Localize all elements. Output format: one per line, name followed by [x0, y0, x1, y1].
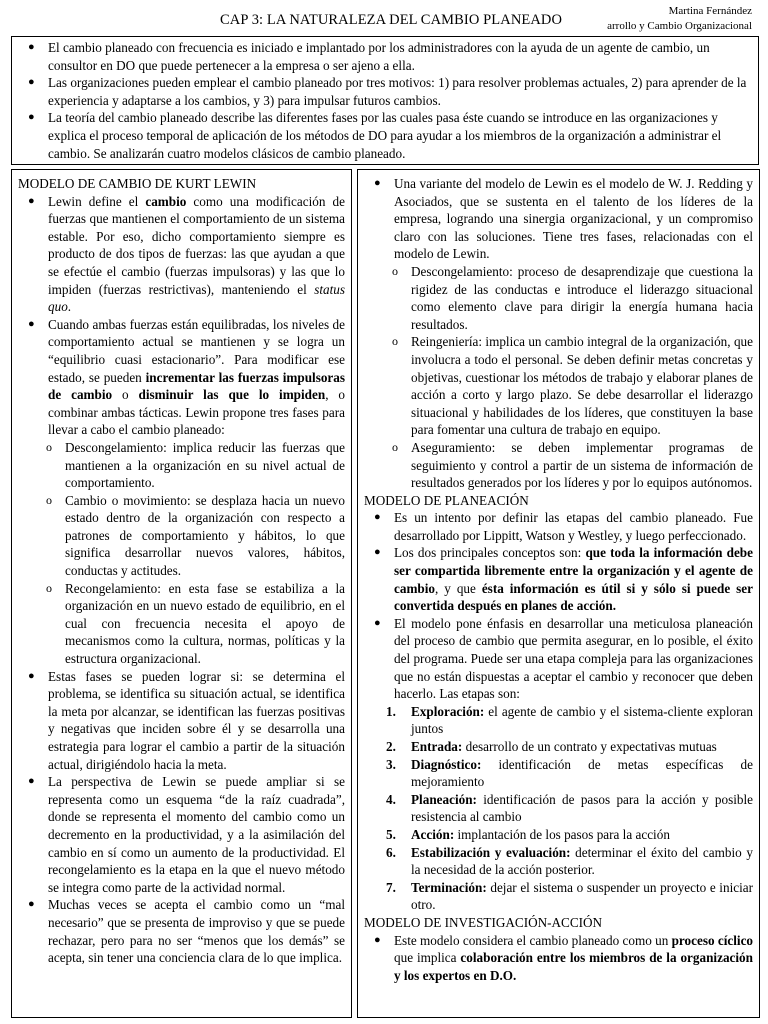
planeacion-item: [364, 509, 753, 544]
text: , o combinar ambas tácticas. Lewin propone tres fases para llevar a cabo el cambio planeado:: [48, 387, 346, 438]
text: Los dos principales conceptos son:: [394, 545, 586, 561]
stage-number: 2.: [386, 739, 396, 754]
text: Cambio o movimiento: se desplaza hacia un nuevo estado dentro de la organización con respecto a patrones de comportamiento y hábitos, lo que significa desarrollar nuevos valores, hábitos, conductas y actitudes.: [65, 492, 345, 579]
circle-bullet-icon: o: [46, 580, 52, 595]
intro-text: La teoría del cambio planeado describe las diferentes fases por las cuales pasa éste cuando se introduce en las organizaciones y explica el proceso temporal de aplicación de los métodos de DO para ayudar a los miembros de la organización a administrar el cambio. Se analizarán cuatro modelos clásicos de cambio planeado.: [48, 110, 722, 161]
stage-desc: implantación de los pasos para la acción: [454, 826, 670, 842]
stage-number: 1.: [386, 703, 396, 719]
bullet-icon: ●: [28, 41, 35, 53]
right-column: [357, 169, 760, 1018]
planeacion-item: [364, 544, 753, 614]
intro-box: [11, 36, 759, 165]
text: o: [112, 387, 139, 403]
intro-item: [18, 109, 752, 162]
investigacion-list: [364, 932, 753, 985]
stage-term: Diagnóstico:: [411, 756, 482, 772]
bullet-icon: ●: [374, 616, 381, 629]
intro-text: Las organizaciones pueden emplear el cambio planeado por tres motivos: 1) para resolver problemas actuales, 2) para aprender de la experiencia y adaptarse a los cambios, y 3) para impulsar futuros cambios.: [48, 75, 747, 108]
redding-phase: [364, 263, 753, 333]
stage-item: [364, 791, 753, 826]
bold-text: ésta información es útil si y sólo si puede ser convertida después en planes de acción.: [394, 580, 753, 614]
stage-number: 3.: [386, 756, 396, 772]
bullet-icon: ●: [374, 546, 381, 559]
intro-text: El cambio planeado con frecuencia es iniciado e implantado por los administradores con la ayuda de un agente de cambio, un consultor en DO que puede pertenecer a la empresa o ser ajeno a ella.: [48, 40, 710, 73]
bold-text: cambio: [145, 193, 187, 209]
stage-number: 6.: [386, 844, 396, 860]
bullet-icon: ●: [28, 775, 35, 788]
text: que implica: [394, 950, 461, 966]
text: Estas fases se pueden lograr si: se determina el problema, se identifica su situación actual, se identifica la meta por alcanzar, se identifican las fuerzas positivas y negativas que inciden sobre él y se desarrolla una estrategia para lograr el cambio a partir de la situación actual, dirigiéndolo hacia la meta.: [48, 668, 345, 772]
planeacion-heading: MODELO DE PLANEACIÓN: [364, 492, 529, 508]
text: Descongelamiento: proceso de desaprendizaje que cuestiona la rigidez de las conductas e introduce el liderazgo situacional como elemento clave para dirigir la energía humana hacia resultados.: [411, 263, 753, 332]
stage-desc: determinar el éxito del cambio y la necesidad de la acción posterior.: [411, 844, 753, 878]
text: Este modelo considera el cambio planeado como un: [394, 932, 672, 948]
bullet-icon: ●: [374, 177, 381, 189]
chapter-title: CAP 3: LA NATURALEZA DEL CAMBIO PLANEADO: [220, 12, 563, 28]
stage-item: [364, 844, 753, 879]
stage-term: Terminación:: [411, 879, 487, 895]
redding-item: [364, 175, 753, 263]
stage-number: 4.: [386, 791, 396, 807]
bullet-icon: ●: [28, 317, 35, 330]
text: Lewin define el: [48, 193, 146, 209]
stage-desc: identificación de pasos para la acción y posible resistencia al cambio: [411, 791, 753, 825]
text: Cuando ambas fuerzas están equilibradas, los niveles de comportamiento actual se mantienen y se logra un “equilibrio cuasi estacionario”. Para modificar ese estado, se pueden: [48, 316, 345, 385]
stage-item: [364, 756, 753, 791]
stage-desc: identificación de metas específicas de mejoramiento: [411, 756, 753, 790]
bullet-icon: ●: [28, 898, 35, 911]
text: Reingeniería: implica un cambio integral de la organización, que involucra a todo el personal. Se deben definir metas concretas y objetivas, cuestionar los métodos de trabajo y elaborar planes de acción a corto y largo plazo. Se debe desarrollar el liderazgo situacional y habilidades de los líderes, que constituyen la base para fomentar una cultura de trabajo en equipo.: [411, 334, 753, 438]
text: como una modificación de fuerzas que mantienen el comportamiento de un sistema estable. Por eso, dicho comportamiento siempre es producto de dos tipos de fuerzas: las que ayudan a que se efectúe el cambio (fuerzas impulsoras) y las que lo impiden (fuerzas restrictivas), manteniendo el: [48, 193, 345, 297]
redding-phase: [364, 439, 753, 492]
lewin-item: [18, 896, 345, 966]
stage-number: 5.: [386, 826, 396, 842]
lewin-item: [18, 668, 345, 774]
stage-term: Entrada:: [411, 739, 463, 754]
planeacion-item: [364, 615, 753, 703]
bullet-icon: ●: [28, 76, 35, 89]
bold-text: proceso cíclico: [671, 932, 754, 948]
stage-term: Estabilización y evaluación:: [411, 844, 571, 860]
lewin-item: [18, 316, 345, 439]
text: Aseguramiento: se deben implementar programas de seguimiento y control a partir de un sistema de información de resultados generados por los líderes y por lo equipos autónomos.: [411, 439, 753, 491]
investigacion-heading: MODELO DE INVESTIGACIÓN-ACCIÓN: [364, 914, 603, 930]
intro-item: [18, 39, 752, 74]
text: Es un intento por definir las etapas del cambio planeado. Fue desarrollado por Lippitt, Watson y Westley, y luego perfeccionado.: [394, 510, 753, 543]
text: , y que: [435, 580, 482, 596]
stage-term: Acción:: [411, 826, 455, 842]
bullet-icon: ●: [28, 111, 35, 124]
redding-list: [364, 175, 753, 492]
circle-bullet-icon: o: [46, 492, 52, 507]
bold-text: disminuir las que lo impiden: [138, 387, 326, 403]
lewin-heading: MODELO DE CAMBIO DE KURT LEWIN: [18, 176, 257, 191]
text: Una variante del modelo de Lewin es el modelo de W. J. Redding y Asociados, que se sustenta en el talento de los líderes de la empresa, logrando una sinergia organizacional, y un compromiso claro con las soluciones. Tiene tres fases, relacionadas con el modelo de Lewin.: [394, 176, 753, 262]
text: El modelo pone énfasis en desarrollar una meticulosa planeación del proceso de cambio que permita asegurar, en lo posible, el éxito del programa. Puede ser una etapa compleja para las organizaciones que no están dispuestas a aceptar el cambio y reconocer que deben hacerlo. Las etapas son:: [394, 615, 753, 702]
circle-bullet-icon: o: [392, 439, 398, 454]
stage-desc: dejar el sistema o suspender un proyecto e iniciar otro.: [411, 879, 753, 913]
stage-term: Exploración:: [411, 703, 485, 719]
lewin-phase: [18, 492, 345, 580]
bold-text: incrementar las fuerzas impulsoras de cambio: [48, 369, 345, 403]
stage-term: Planeación:: [411, 791, 477, 807]
stage-number: 7.: [386, 879, 396, 895]
stage-item: [364, 738, 753, 756]
intro-list: [18, 39, 752, 162]
bold-text: colaboración entre los miembros de la organización y los expertos en D.O.: [394, 950, 753, 983]
lewin-item: [18, 773, 345, 896]
bullet-icon: ●: [28, 194, 35, 207]
author-name: Martina Fernández: [668, 5, 752, 17]
stage-item: [364, 826, 753, 844]
course-name: arrollo y Cambio Organizacional: [607, 20, 752, 32]
text: .: [67, 299, 72, 315]
text: Muchas veces se acepta el cambio como un “mal necesario” que se presenta de improviso y que se puede rechazar, pero para no ser “menos que los demás” se acepta, sin tener una conciencia clara de lo que implica.: [48, 897, 345, 966]
text: Descongelamiento: implica reducir las fuerzas que mantienen a la organización en su nivel actual de comportamiento.: [65, 439, 345, 491]
stage-desc: desarrollo de un contrato y expectativas mutuas: [462, 739, 717, 754]
text: La perspectiva de Lewin se puede ampliar si se representa como un esquema “de la raíz cuadrada”, donde se representa el momento del cambio como un decremento en la productividad, y a la asimilación del cambio en sí como un aumento de la productividad. El recongelamiento es la etapa en la que el nuevo método se integra como parte de la actividad normal.: [48, 774, 345, 895]
stage-item: [364, 879, 753, 914]
lewin-phase: [18, 439, 345, 492]
circle-bullet-icon: o: [392, 334, 398, 349]
page-header: [0, 0, 768, 36]
investigacion-item: [364, 932, 753, 985]
planeacion-stages: [364, 703, 753, 914]
stage-item: [364, 703, 753, 738]
text: Recongelamiento: en esta fase se estabiliza a la organización en un nuevo estado de equilibrio, en el cual con frecuencia necesita el apoyo de mecanismos como la cultura, normas, políticas y la estructura organizacional.: [65, 580, 345, 667]
planeacion-list: [364, 509, 753, 703]
lewin-item: [18, 193, 345, 316]
lewin-column: [11, 169, 352, 1018]
bullet-icon: ●: [374, 933, 381, 946]
lewin-list: [18, 193, 345, 967]
bullet-icon: ●: [374, 511, 381, 524]
circle-bullet-icon: o: [392, 263, 398, 278]
bold-text: que toda la información debe ser compartida libremente entre la organización y el agente de cambio: [394, 545, 753, 596]
redding-phase: [364, 333, 753, 439]
bullet-icon: ●: [28, 669, 35, 682]
italic-text: status quo: [48, 281, 345, 315]
circle-bullet-icon: o: [46, 439, 52, 454]
stage-desc: el agente de cambio y el sistema-cliente exploran juntos: [411, 703, 753, 737]
lewin-phase: [18, 580, 345, 668]
intro-item: [18, 74, 752, 109]
